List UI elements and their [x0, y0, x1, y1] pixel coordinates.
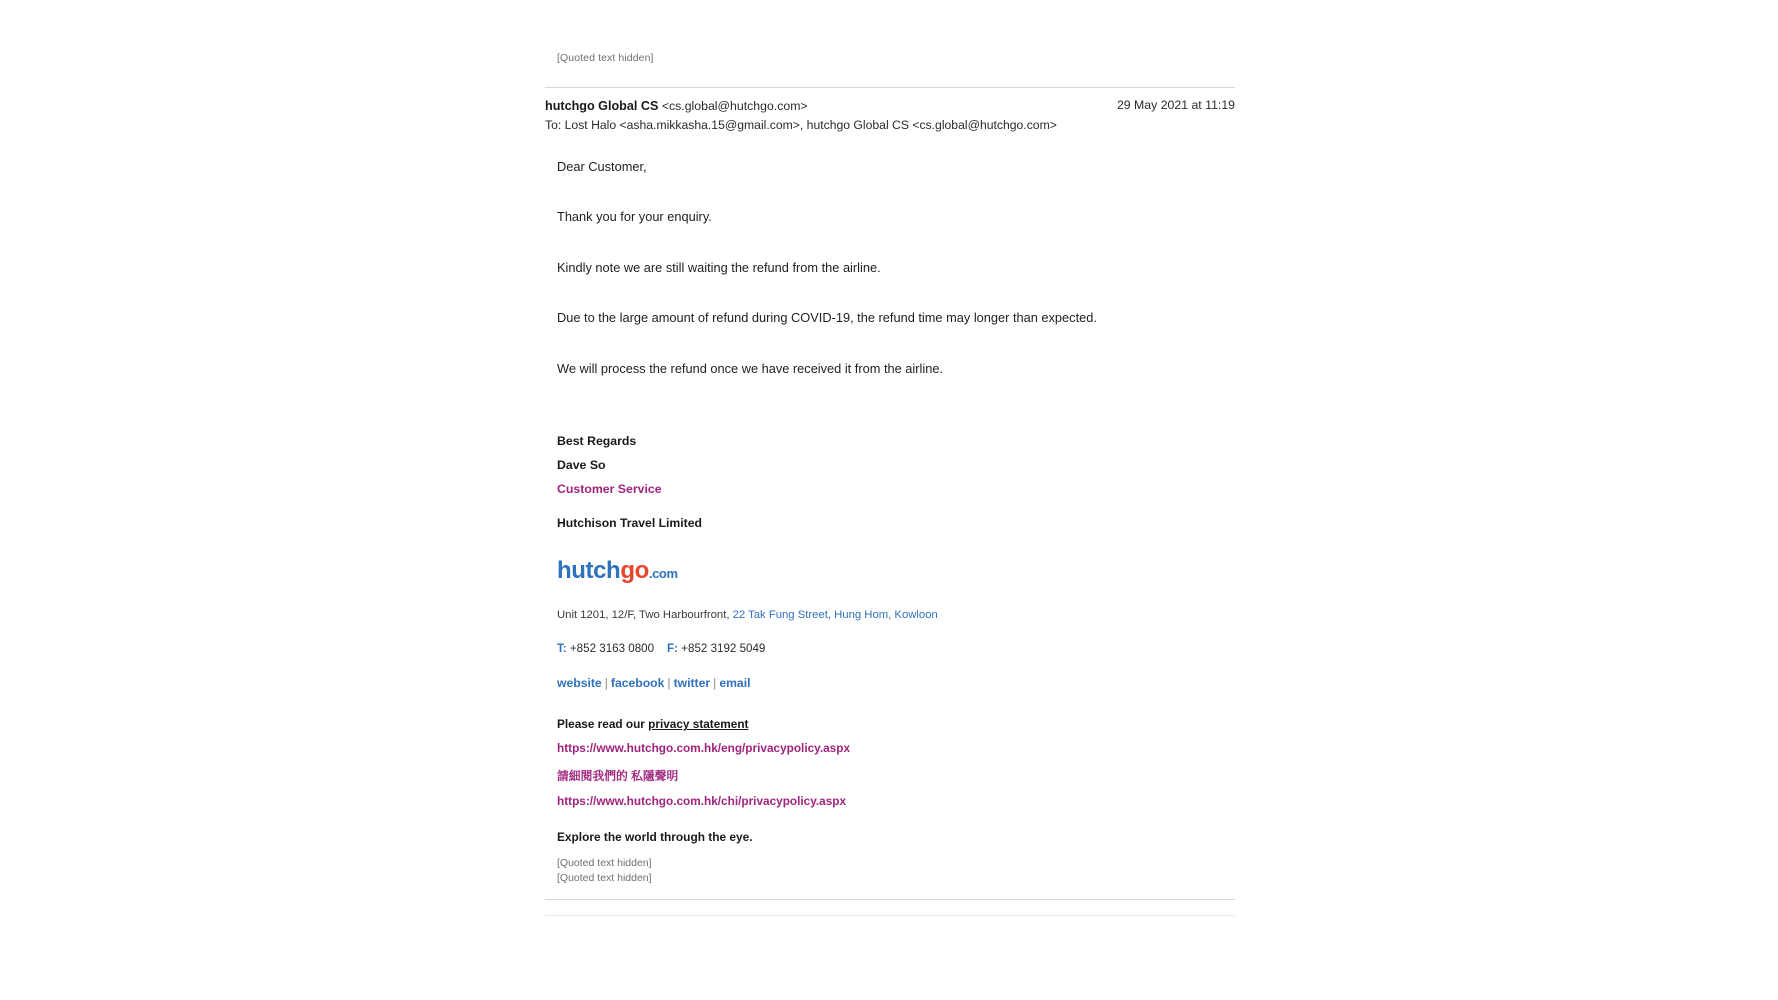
sender-name: hutchgo Global CS — [545, 99, 659, 113]
hutchgo-logo — [557, 559, 1235, 583]
message-date: 29 May 2021 at 11:19 — [1116, 98, 1235, 112]
link-website[interactable]: website — [557, 676, 602, 691]
email-signature — [545, 434, 1235, 845]
link-twitter[interactable]: twitter — [673, 676, 711, 691]
body-paragraph-4: We will process the refund once we have received it from the airline. — [557, 361, 943, 377]
signature-company: Hutchison Travel Limited — [557, 516, 702, 531]
email-message — [545, 0, 1235, 916]
privacy-prefix: Please read our — [557, 717, 649, 732]
privacy-statement-link[interactable]: privacy statement — [648, 717, 749, 732]
body-paragraph-3: Due to the large amount of refund during COVID-19, the refund time may longer than expected. — [557, 310, 1097, 326]
body-paragraph-2: Kindly note we are still waiting the refund from the airline. — [557, 259, 881, 275]
message-body — [545, 135, 1235, 378]
address-map-link[interactable]: 22 Tak Fung Street, Hung Hom, Kowloon — [732, 609, 938, 622]
privacy-url-chinese[interactable]: https://www.hutchgo.com.hk/chi/privacypolicy.aspx — [557, 794, 847, 809]
sender-email: <cs.global@hutchgo.com> — [661, 99, 808, 113]
signature-address — [557, 609, 1235, 621]
logo-part-dotcom: .com — [648, 566, 678, 582]
message-header — [545, 88, 1235, 135]
social-separator-3: | — [713, 676, 717, 691]
social-separator-1: | — [604, 676, 608, 691]
social-separator-2: | — [667, 676, 671, 691]
phone-label: T: — [557, 642, 567, 656]
footer-divider-1 — [545, 899, 1235, 900]
privacy-statement-line — [557, 717, 1235, 731]
fax-value: +852 3192 5049 — [681, 642, 766, 656]
link-email[interactable]: email — [719, 676, 751, 691]
body-greeting: Dear Customer, — [557, 158, 647, 174]
signature-role: Customer Service — [557, 482, 662, 497]
signature-name: Dave So — [557, 458, 606, 472]
body-paragraph-1: Thank you for your enquiry. — [557, 209, 712, 225]
signature-tagline: Explore the world through the eye. — [557, 830, 753, 845]
address-plain: Unit 1201, 12/F, Two Harbourfront, — [557, 609, 733, 622]
privacy-statement-chinese[interactable]: 請細閱我們的 私隱聲明 — [557, 769, 679, 784]
signature-best-regards: Best Regards — [557, 433, 637, 448]
quoted-text-top[interactable]: [Quoted text hidden] — [557, 52, 654, 64]
quoted-text-bottom[interactable] — [545, 856, 1235, 884]
link-facebook[interactable]: facebook — [610, 676, 665, 691]
quoted-text-bottom-2[interactable]: [Quoted text hidden] — [557, 871, 652, 884]
signature-contact-numbers — [557, 642, 1235, 655]
phone-value: +852 3163 0800 — [569, 642, 655, 656]
recipients-line: To: Lost Halo <asha.mikkasha.15@gmail.com>, hutchgo Global CS <cs.global@hutchgo.com> — [545, 117, 1057, 132]
logo-part-hutch: hutch — [557, 557, 621, 585]
logo-part-go: go — [620, 557, 649, 585]
footer-divider-2 — [545, 915, 1235, 916]
quoted-text-bottom-1[interactable]: [Quoted text hidden] — [557, 857, 652, 870]
privacy-url-english[interactable]: https://www.hutchgo.com.hk/eng/privacypolicy.aspx — [557, 741, 851, 756]
fax-label: F: — [667, 642, 678, 656]
signature-social-links — [557, 676, 1235, 690]
